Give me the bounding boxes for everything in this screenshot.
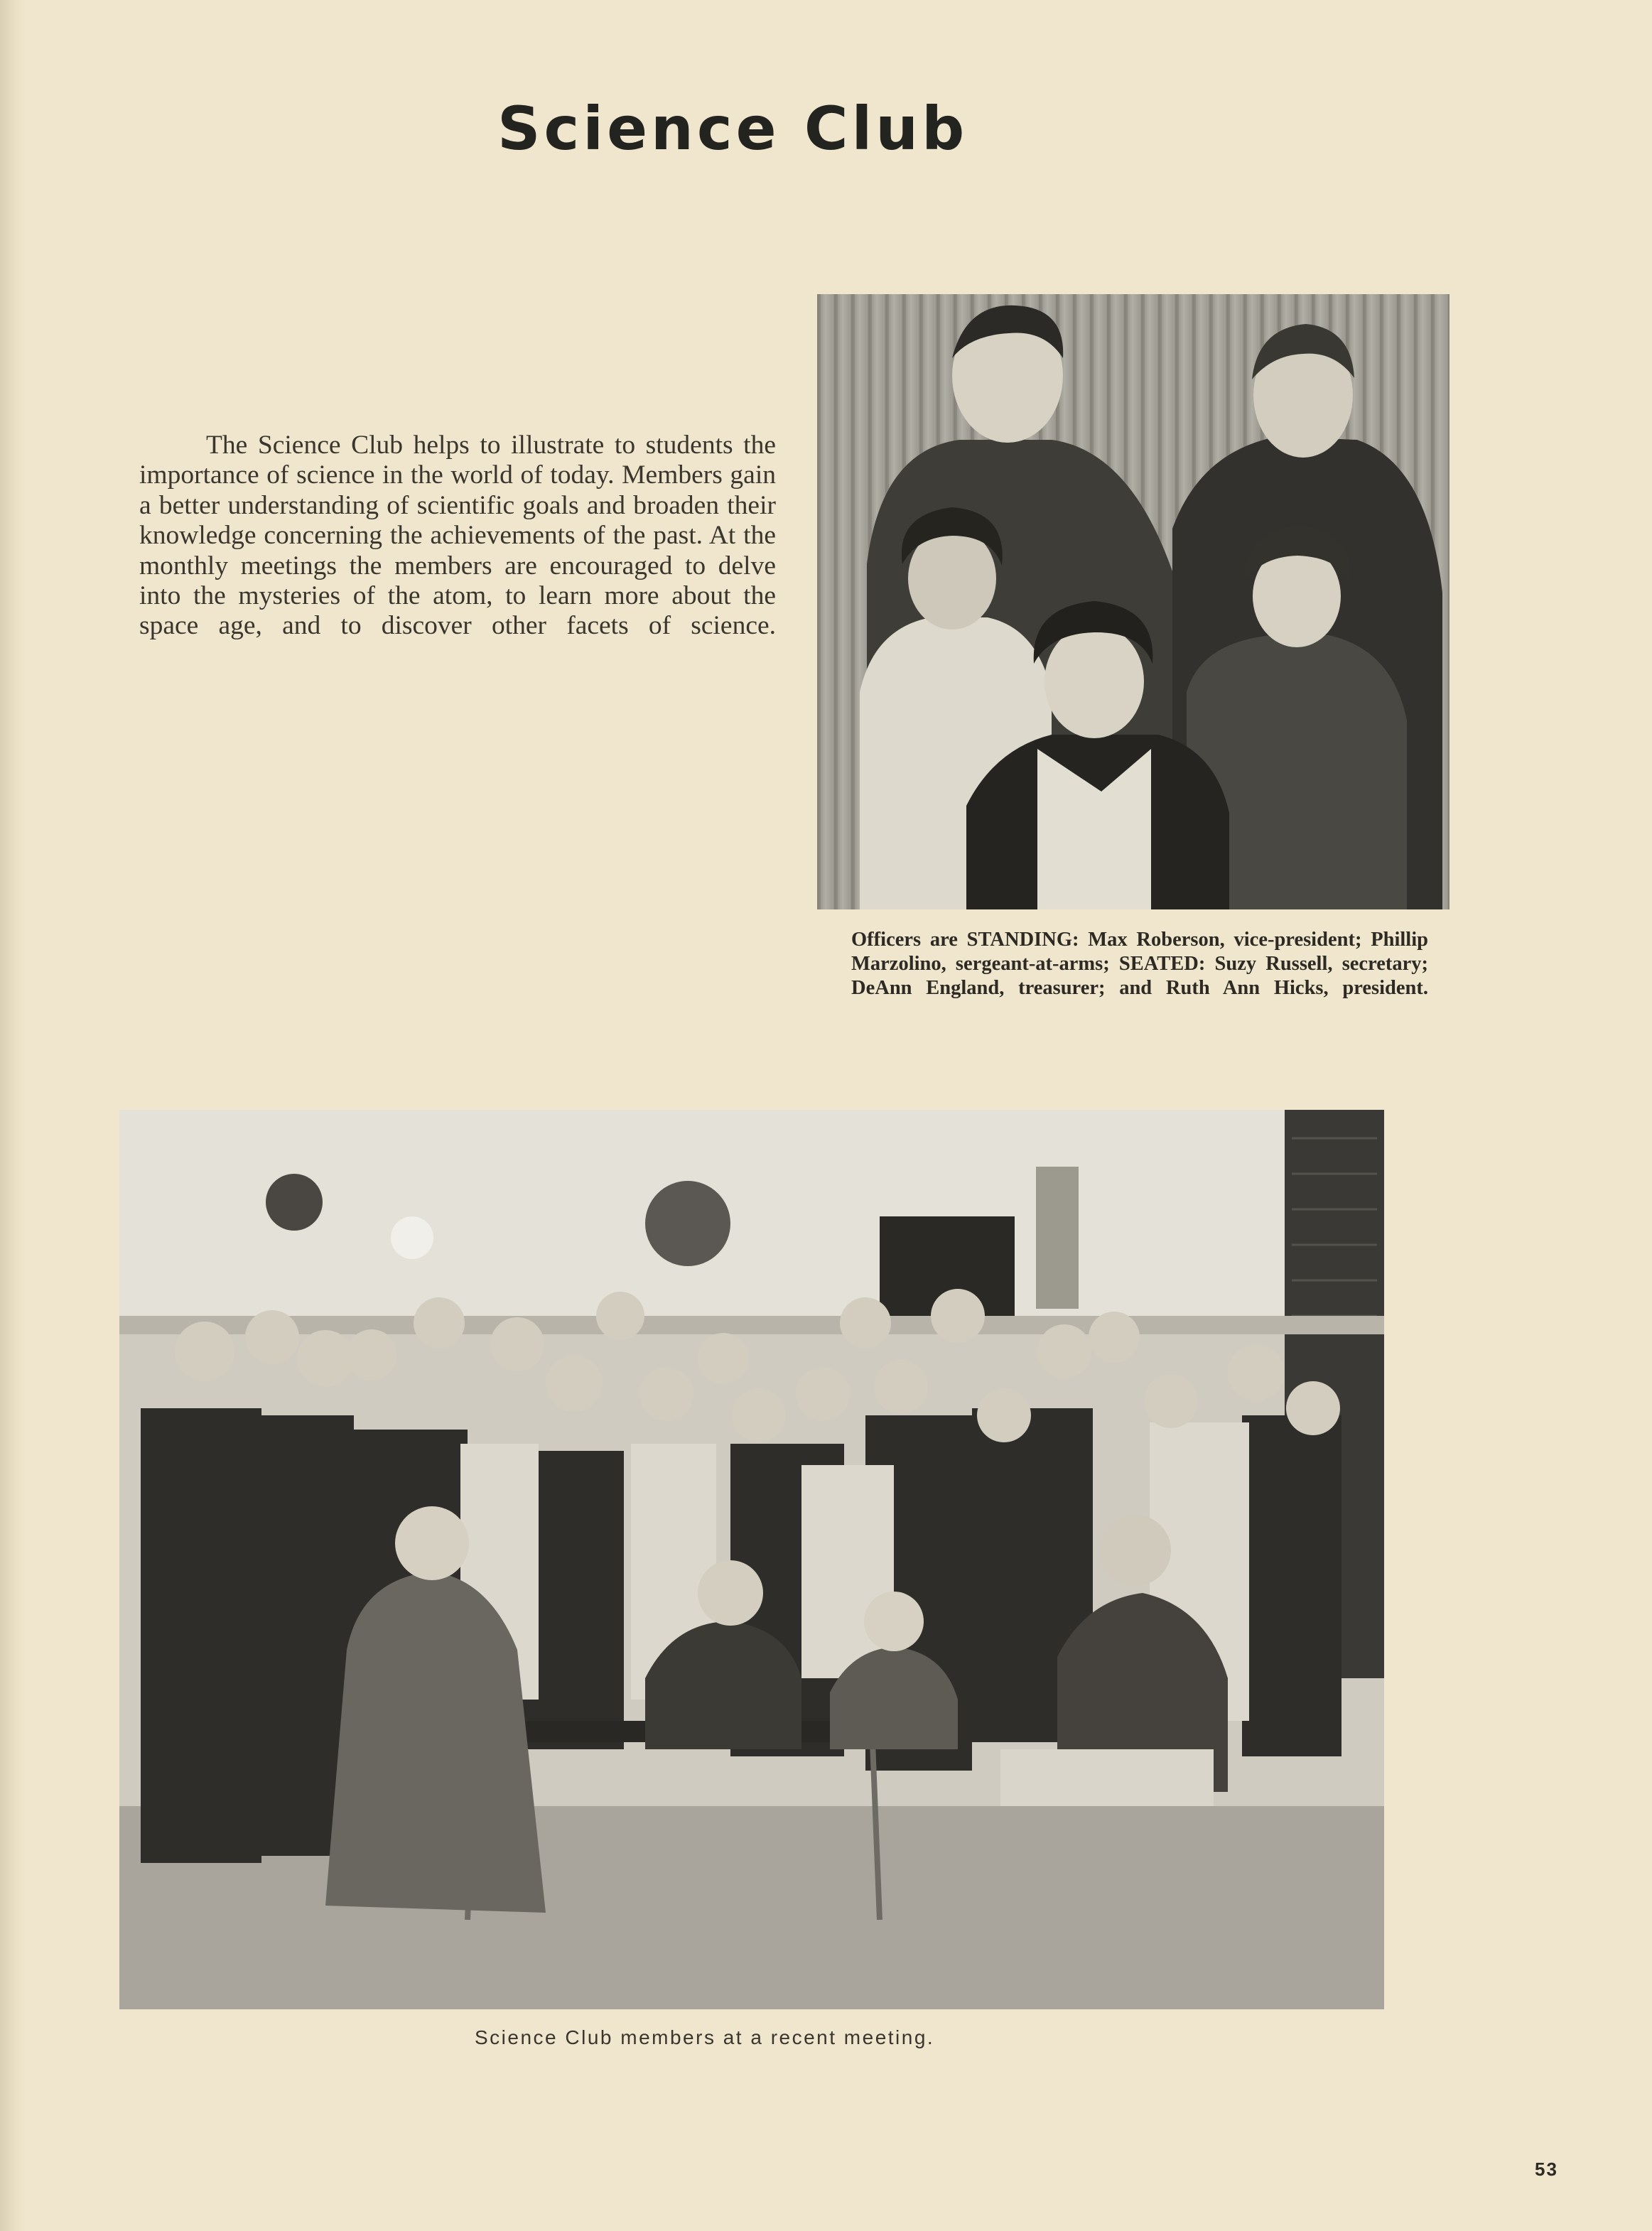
officers-photo-image xyxy=(817,294,1449,909)
page-binding-edge xyxy=(0,0,26,2231)
members-photo xyxy=(119,1110,1384,2009)
officers-caption: Officers are STANDING: Max Roberson, vice-president; Phillip Marzolino, sergeant-at-arms; SEATED: Suzy Russell, secretary; DeAnn England, treasurer; and Ruth Ann Hicks, president. xyxy=(851,929,1428,999)
members-caption: Science Club members at a recent meeting. xyxy=(475,2026,935,2048)
page-title: Science Club xyxy=(497,94,968,163)
members-photo-image xyxy=(119,1110,1384,2009)
intro-paragraph xyxy=(139,431,776,642)
officers-photo xyxy=(817,294,1449,909)
page-number: 53 xyxy=(1535,2159,1558,2180)
intro-text: The Science Club helps to illustrate to students the importance of science in the world of today. Members gain a better understanding of scientific goals and broaden their knowledge concerning the achievements of the past. At the monthly meetings the members are encouraged to delve into the mysteries of the atom, to learn more about the space age, and to discover other facets of science. xyxy=(139,431,776,641)
